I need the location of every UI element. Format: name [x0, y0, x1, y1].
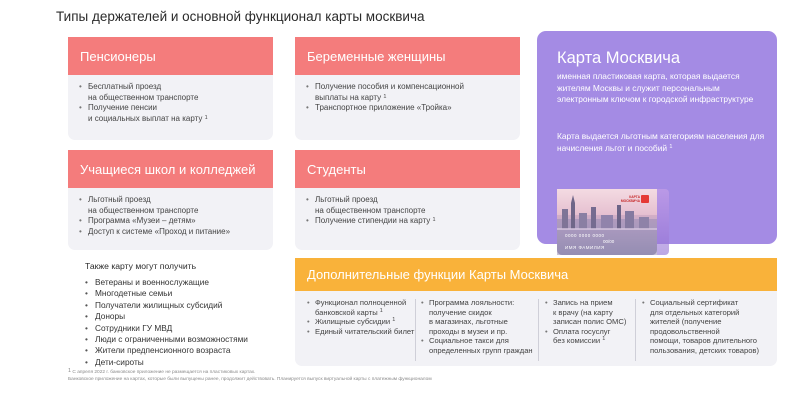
list-item: • Льготный проезд на общественном транспорте: [306, 195, 512, 216]
list-item: • Функционал полноценной банковской карты $^1$: [307, 298, 417, 317]
moscow-card-note: Карта выдается льготным категориям населения для начисления льгот и пособий $^1$: [557, 131, 765, 153]
card-shadow-decoration: [657, 189, 669, 255]
extra-column-4: [642, 298, 774, 356]
list-item: • Получение стипендии на карту $^1$: [306, 216, 512, 227]
footnote-mark: 1: [669, 143, 673, 150]
list-item: • Дети-сироты: [85, 357, 285, 368]
extra-column-2: [421, 298, 539, 356]
footnote-mark: 1: [379, 307, 383, 314]
footnote-mark: 1: [68, 368, 72, 374]
list-item: • Сотрудники ГУ МВД: [85, 323, 285, 334]
card-students: [295, 150, 520, 250]
list-item: • Программа «Музеи – детям»: [79, 216, 265, 227]
list-item: • Единый читательский билет: [307, 327, 417, 337]
footnote-mark: 1: [392, 317, 396, 324]
list-item: • Льготный проезд на общественном транспорте: [79, 195, 265, 216]
card-date: 00/00: [603, 239, 615, 244]
moscow-card-description: именная пластиковая карта, которая выдается жителям Москвы и служит персональным электронным ключом к городской инфраструктуре: [557, 71, 754, 104]
card-pensioners: [68, 37, 273, 140]
column-divider: [415, 299, 416, 361]
list-item: • Ветераны и военнослужащие: [85, 277, 285, 288]
list-item: • Социальный сертификат для отдельных категорий жителей (получение продовольственной помощи, товаров длительного пользования, детских товаров): [642, 298, 774, 356]
card-pregnant: [295, 37, 520, 140]
list-item: • Многодетные семьи: [85, 288, 285, 299]
list-item: • Запись на прием к врачу (на карту записан полис ОМС): [545, 298, 641, 327]
card-school-students: [68, 150, 273, 250]
card-header: Пенсионеры: [68, 37, 273, 75]
list-item: • Люди с ограниченными возможностями: [85, 334, 285, 345]
column-divider: [635, 299, 636, 361]
card-header: Беременные женщины: [295, 37, 520, 75]
list-item: • Жители предпенсионного возраста: [85, 345, 285, 356]
card-header: Дополнительные функции Карты Москвича: [295, 258, 777, 291]
footnote-mark: 1: [432, 217, 436, 223]
moscow-card-logo-text: КАРТА МОСКВИЧА: [620, 195, 640, 203]
list-item: • Получение пособия и компенсационной выплаты на карту $^1$: [306, 82, 512, 103]
list-item: • Доступ к системе «Проход и питание»: [79, 227, 265, 238]
list-item: • Транспортное приложение «Тройка»: [306, 103, 512, 114]
footnote-mark: 1: [204, 114, 208, 121]
extra-column-3: [545, 298, 641, 346]
also-title: Также карту могут получить: [85, 261, 197, 271]
card-header: Учащиеся школ и колледжей: [68, 150, 273, 188]
card-holder-name: ИМЯ ФАМИЛИЯ: [565, 245, 605, 250]
list-item: • Доноры: [85, 311, 285, 322]
column-divider: [538, 299, 539, 361]
footnote-mark: 1: [602, 336, 606, 343]
moscow-card-image: [557, 189, 657, 255]
list-item: • Получатели жилищных субсидий: [85, 300, 285, 311]
footnote: $^1$ С апреля 2022 г. банковское приложение не размещается на пластиковых картах. Банковское приложение на картах, которые были выпущены ранее, продолжит действовать. Планируется выпуск виртуальной карты с платежным функционалом: [68, 368, 432, 382]
moscow-card-panel: [537, 31, 777, 250]
list-item: • Оплата госуслуг без комиссии $^1$: [545, 327, 641, 346]
moscow-card-logo: [641, 195, 649, 203]
list-item: • Жилищные субсидии $^1$: [307, 317, 417, 327]
list-item: • Социальное такси для определенных групп граждан: [421, 336, 539, 355]
page-title: Типы держателей и основной функционал карты москвича: [56, 9, 425, 24]
card-header: Студенты: [295, 150, 520, 188]
card-extra-functions: [295, 258, 777, 366]
list-item: • Получение пенсии и социальных выплат на карту $^1$: [79, 103, 265, 124]
card-number: 0000 0000 0000: [565, 233, 605, 238]
extra-column-1: [307, 298, 417, 336]
footnote-mark: 1: [383, 93, 387, 100]
list-item: • Бесплатный проезд на общественном транспорте: [79, 82, 265, 103]
moscow-card-title: Карта Москвича: [557, 49, 681, 67]
list-item: • Программа лояльности: получение скидок в магазинах, льготные проходы в музеи и пр.: [421, 298, 539, 336]
